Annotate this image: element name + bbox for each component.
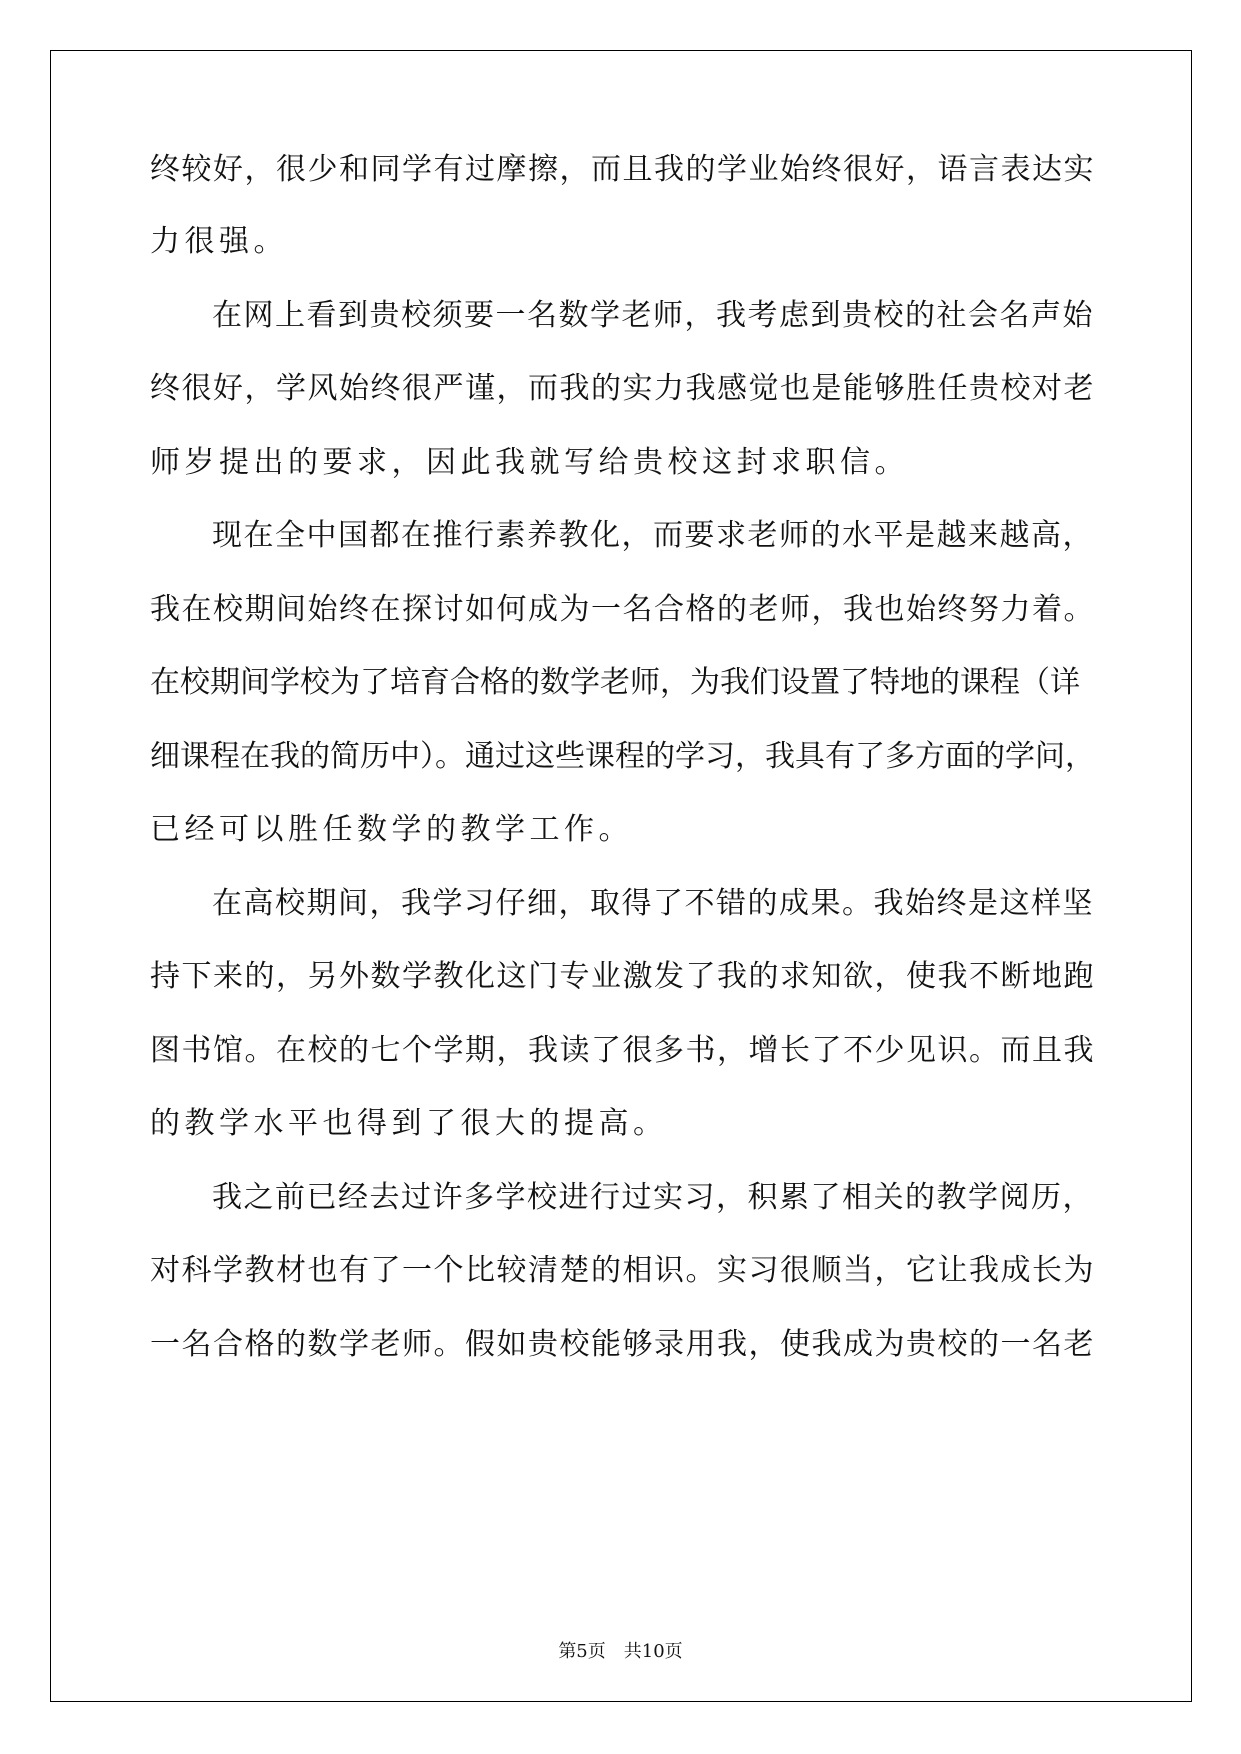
text-line: 细课程在我的简历中）。通过这些课程的学习，我具有了多方面的学问， [150, 739, 1095, 774]
paragraph-start-line: 现在全中国都在推行素养教化，而要求老师的水平是越来越高， [212, 518, 1094, 553]
text-line: 师岁提出的要求，因此我就写给贵校这封求职信。 [150, 445, 909, 480]
text-line: 终很好，学风始终很严谨，而我的实力我感觉也是能够胜任贵校对老 [150, 371, 1095, 406]
paragraph-start-line: 我之前已经去过许多学校进行过实习，积累了相关的教学阅历， [212, 1180, 1094, 1215]
text-line: 持下来的，另外数学教化这门专业激发了我的求知欲，使我不断地跑 [150, 959, 1095, 994]
text-line: 图书馆。在校的七个学期，我读了很多书，增长了不少见识。而且我 [150, 1033, 1095, 1068]
text-line: 终较好，很少和同学有过摩擦，而且我的学业始终很好，语言表达实 [150, 152, 1095, 187]
paragraph-start-line: 在网上看到贵校须要一名数学老师，我考虑到贵校的社会名声始 [212, 298, 1094, 333]
text-line: 的教学水平也得到了很大的提高。 [150, 1106, 668, 1141]
text-line: 对科学教材也有了一个比较清楚的相识。实习很顺当，它让我成长为 [150, 1253, 1095, 1288]
page-number-footer: 第5页 共10页 [558, 1641, 683, 1662]
paragraph-start-line: 在高校期间，我学习仔细，取得了不错的成果。我始终是这样坚 [212, 886, 1094, 921]
text-line: 一名合格的数学老师。假如贵校能够录用我，使我成为贵校的一名老 [150, 1327, 1095, 1362]
text-line: 力很强。 [150, 224, 288, 259]
text-line: 我在校期间始终在探讨如何成为一名合格的老师，我也始终努力着。 [150, 592, 1095, 627]
text-line: 在校期间学校为了培育合格的数学老师，为我们设置了特地的课程（详 [150, 665, 1080, 700]
text-line: 已经可以胜任数学的教学工作。 [150, 812, 633, 847]
